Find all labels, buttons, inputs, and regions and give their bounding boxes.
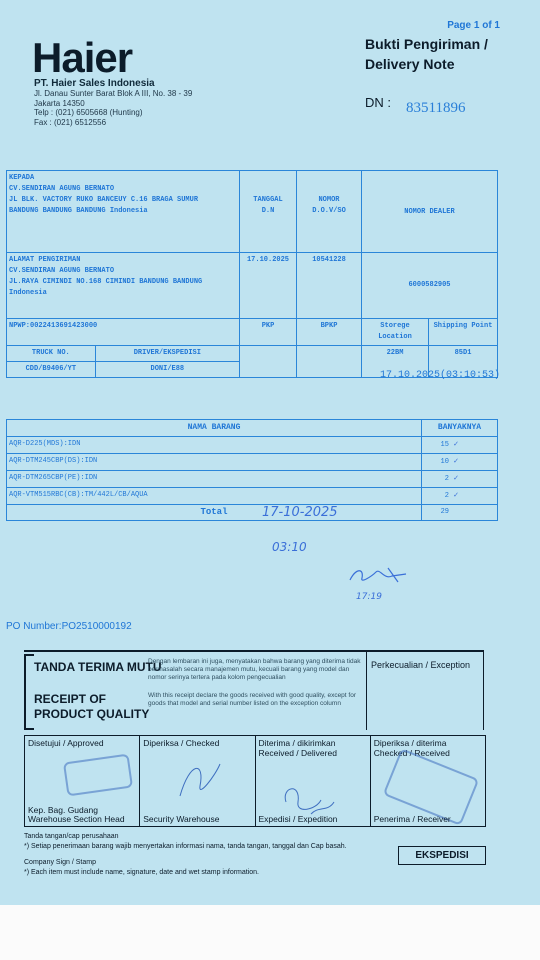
sig-bottom-line-2: Expedisi / Expedition — [258, 814, 338, 824]
handwritten-signature — [344, 562, 414, 588]
dealer-header — [362, 171, 498, 253]
kepada-line: JL BLK. VACTORY RUKO BANCEUY C.16 BRAGA SUMUR — [9, 196, 199, 204]
footer-line-3: Company Sign / Stamp — [24, 859, 96, 866]
check-mark-icon: ✓ — [453, 440, 459, 448]
item-qty-value: 10 — [440, 458, 449, 466]
nomor-label: NOMOR — [318, 196, 340, 204]
item-name: AQR-DTM265CBP(PE):IDN — [7, 471, 422, 488]
item-row — [7, 437, 498, 454]
alamat-line: CV.SENDIRAN AGUNG BERNATO — [9, 267, 115, 275]
sig-box-delivered — [255, 736, 370, 827]
tanggal-label: TANGGAL — [253, 196, 283, 204]
storage-value: 22BM — [362, 346, 429, 378]
sig-bottom-line-2: Warehouse Section Head — [28, 814, 125, 824]
receipt-bracket — [24, 654, 34, 730]
item-qty-value: 2 — [444, 475, 449, 483]
tanggal-value: 17.10.2025 — [240, 253, 297, 319]
alamat-line: JL.RAYA CIMINDI NO.168 CIMINDI BANDUNG BANDUNG — [9, 278, 203, 286]
total-value: 29 — [422, 505, 498, 521]
receipt-text-en: With this receipt declare the goods received with good quality, except for goods that model and serial number listed on the exception column — [148, 692, 356, 707]
dn-label: DN : — [365, 95, 391, 110]
handwritten-time-2: 17:19 — [356, 592, 382, 602]
kepada-line: BANDUNG BANDUNG BANDUNG Indonesia — [9, 207, 148, 215]
haier-logo: Haier — [32, 34, 133, 81]
signature-scribble — [276, 772, 346, 820]
dealer-value: 6000582905 — [362, 253, 498, 319]
receipt-title-id: TANDA TERIMA MUTU — [34, 660, 162, 674]
item-row — [7, 488, 498, 505]
kepada-line: CV.SENDIRAN AGUNG BERNATO — [9, 185, 115, 193]
items-table — [6, 419, 498, 521]
total-label: Total — [7, 505, 422, 521]
driver-label: DRIVER/EKSPEDISI — [95, 346, 239, 362]
check-mark-icon: ✓ — [453, 491, 459, 499]
tanggal-sub-label: D.N — [261, 207, 275, 215]
sig-top-label: Diperiksa / diterima Checked / Received — [373, 738, 450, 758]
sig-bottom-label — [28, 806, 125, 824]
nomor-value: 10541228 — [297, 253, 362, 319]
storage-label: Storege Location — [362, 319, 429, 346]
truck-driver-cell — [7, 346, 240, 378]
footer-line-2: *) Setiap penerimaan barang wajib menyertakan informasi nama, tanda tangan, tanggal dan Cap basah. — [24, 843, 347, 850]
handwritten-date: 17-10-2025 — [262, 505, 338, 520]
signature-table — [24, 735, 486, 827]
receipt-title-en: RECEIPT OF PRODUCT QUALITY — [34, 692, 150, 721]
exception-box — [366, 652, 484, 730]
truck-label: TRUCK NO. — [7, 346, 95, 362]
sig-top-label: Diterima / dikirimkan Received / Delivered — [258, 738, 337, 758]
item-qty — [422, 488, 498, 505]
item-row — [7, 471, 498, 488]
title-line-2: Delivery Note — [365, 56, 455, 72]
handwritten-time: 03:10 — [272, 540, 307, 554]
title-line-1: Bukti Pengiriman / — [365, 36, 488, 52]
pkp-value — [240, 346, 297, 378]
sig-bottom-label — [259, 815, 338, 824]
exception-label: Perkecualian / Exception — [371, 660, 471, 670]
receipt-of-quality — [24, 650, 484, 732]
alamat-cell — [7, 253, 240, 319]
dn-number: 83511896 — [406, 100, 466, 116]
ekspedisi-box: EKSPEDISI — [398, 846, 486, 865]
recipient-table — [6, 170, 498, 378]
item-qty — [422, 454, 498, 471]
company-stamp — [63, 754, 133, 797]
print-timestamp: 17.10.2025(03:10:53) — [379, 370, 500, 381]
npwp-cell: NPWP:0022413691423000 — [7, 319, 240, 346]
sig-bottom-label — [143, 815, 219, 824]
kepada-cell — [7, 171, 240, 253]
sig-box-approved — [25, 736, 140, 827]
footer-line-1: Tanda tangan/cap perusahaan — [24, 833, 119, 840]
sig-top-label: Diperiksa / Checked — [143, 738, 220, 748]
footer-notes — [24, 832, 347, 878]
item-name: AQR-D225(MDS):IDN — [7, 437, 422, 454]
nomor-sub-label: D.O.V/SO — [312, 207, 346, 215]
item-name: AQR-DTM245CBP(DS):IDN — [7, 454, 422, 471]
sig-bottom-line-2: Penerima / Receiver — [373, 814, 451, 824]
pkp-label: PKP — [240, 319, 297, 346]
document-title — [365, 34, 488, 74]
alamat-label: ALAMAT PENGIRIMAN — [9, 256, 81, 264]
tanggal-header — [240, 171, 297, 253]
check-mark-icon: ✓ — [453, 474, 459, 482]
items-header-row — [7, 420, 498, 437]
bpkp-value — [297, 346, 362, 378]
address-line: Jakarta 14350 — [34, 98, 85, 108]
nomor-header — [297, 171, 362, 253]
signature-scribble — [170, 756, 230, 806]
item-name: AQR-VTM515RBC(CB):TM/442L/CB/AQUA — [7, 488, 422, 505]
sig-box-received — [370, 736, 485, 827]
truck-value: CDD/B9406/YT — [7, 362, 95, 378]
item-qty — [422, 471, 498, 488]
address-line: Jl. Danau Sunter Barat Blok A III, No. 38 - 39 — [34, 89, 193, 98]
sig-top-label: Disetujui / Approved — [28, 738, 104, 748]
company-name: PT. Haier Sales Indonesia — [34, 78, 155, 89]
sig-bottom-line-1: Kep. Bag. Gudang — [28, 805, 98, 815]
alamat-line: Indonesia — [9, 289, 47, 297]
item-row — [7, 454, 498, 471]
address-line: Fax : (021) 6512556 — [34, 117, 107, 127]
bpkp-label: BPKP — [297, 319, 362, 346]
footer-line-4: *) Each item must include name, signature, date and wet stamp information. — [24, 869, 260, 876]
item-qty-value: 15 — [440, 441, 449, 449]
receipt-text-id: Dengan lembaran ini juga, menyatakan bahwa barang yang diterima tidak bermasalah secara manajemen mutu, kecuali barang yang model dan nomor serinya tertera pada kolom pengecualian — [148, 658, 361, 681]
kepada-label: KEPADA — [9, 174, 35, 182]
sig-box-checked — [140, 736, 255, 827]
item-qty-value: 2 — [444, 492, 449, 500]
truck-driver-table — [7, 346, 239, 377]
col-nama-barang: NAMA BARANG — [7, 420, 422, 437]
company-address — [34, 89, 192, 127]
dealer-label: NOMOR DEALER — [404, 208, 455, 216]
shipping-label: Shipping Point — [429, 319, 498, 346]
driver-value: DONI/E88 — [95, 362, 239, 378]
check-mark-icon: ✓ — [453, 457, 459, 465]
shipping-value: 85D1 — [429, 346, 498, 378]
item-qty — [422, 437, 498, 454]
col-banyaknya: BANYAKNYA — [422, 420, 498, 437]
po-number: PO Number:PO2510000192 — [6, 621, 132, 632]
address-line: Telp : (021) 6505668 (Hunting) — [34, 108, 143, 117]
total-row — [7, 505, 498, 521]
page-indicator: Page 1 of 1 — [447, 20, 500, 31]
sig-bottom-label — [374, 815, 451, 824]
sig-bottom-line-2: Security Warehouse — [143, 814, 220, 824]
